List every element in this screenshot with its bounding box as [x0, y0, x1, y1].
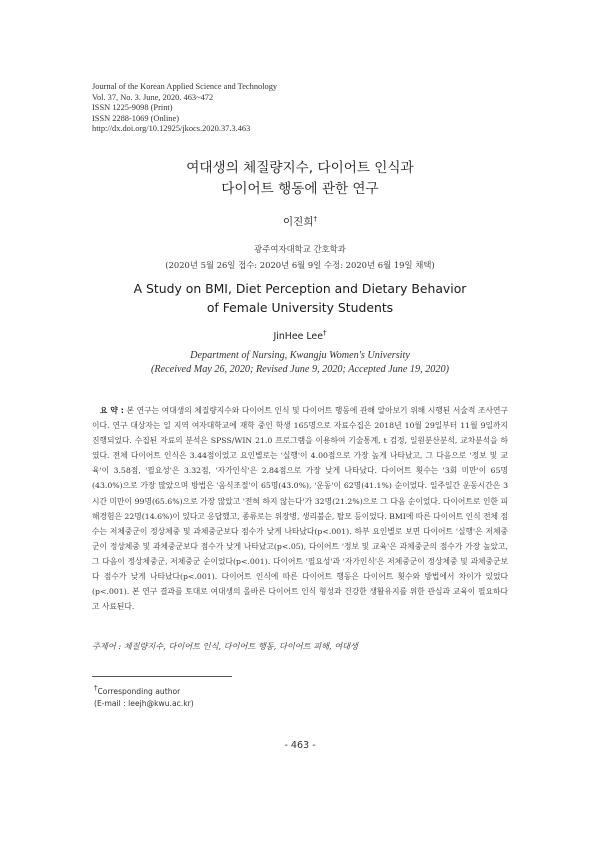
affiliation-english-dept: Department of Nursing, Kwangju Women's University — [190, 350, 410, 361]
page-number: - 463 - — [284, 740, 316, 751]
corresponding-mark-en: † — [322, 329, 327, 337]
title-english-line1: A Study on BMI, Diet Perception and Dietary Behavior — [133, 281, 467, 296]
abstract-label: 요 약 : — [100, 406, 124, 415]
author-korean — [0, 214, 600, 229]
affiliation-korean — [0, 241, 600, 273]
journal-volume: Vol. 37, No. 3. June, 2020. 463~472 — [92, 92, 214, 102]
title-korean — [0, 158, 600, 200]
footnote-email[interactable]: (E-mail : leejh@kwu.ac.kr) — [94, 699, 194, 708]
title-korean-line1: 여대생의 체질량지수, 다이어트 인식과 — [186, 160, 414, 176]
issn-online: ISSN 2288-1069 (Online) — [92, 113, 180, 123]
journal-info — [92, 82, 277, 135]
abstract — [92, 403, 508, 614]
title-english-line2: of Female University Students — [206, 300, 394, 315]
keywords: 주제어 : 체질량지수, 다이어트 인식, 다이어트 행동, 다이어트 피해, 여대생 — [92, 641, 358, 651]
author-english — [0, 329, 600, 342]
doi-link[interactable]: http://dx.doi.org/10.12925/jkocs.2020.37.3.463 — [92, 124, 251, 134]
affiliation-english-dates: (Received May 26, 2020; Revised June 9, 2020; Accepted June 19, 2020) — [151, 364, 449, 375]
corresponding-mark: † — [313, 215, 317, 223]
issn-print: ISSN 1225-9098 (Print) — [92, 103, 173, 113]
abstract-text: 본 연구는 여대생의 체질량지수와 다이어트 인식 및 다이어트 행동에 관해 알아보기 위해 시행된 서술적 조사연구이다. 연구 대상자는 일 지역 여자대학교에 재학 중인 학생 165명으로 자료수집은 2018년 10월 29일부터 11월 9일까지 진행되었다. 수집된 자료의 분석은 SPSS/WIN 21.0 프로그램을 이용하여 기술통계, t 검정, 일원분산분석, 교차분석을 하였다. 전체 다이어트 인식은 3.44점이었고 요인별로는 '실행'이 4.00점으로 가장 높게 나타났고, 그 다음으로 '정보 및 교육'이 3.58점, '필요성'은 3.32점, '자가인식'은 2.84점으로 가장 낮게 나타났다. 다이어트 횟수는 '3회 미만'이 65명(43.0%)으로 가장 많았으며 방법은 '음식조절'이 65명(43.0%), '운동'이 62명(41.1%) 순이었다. 일주일간 운동시간은 3시간 미만이 99명(65.6%)으로 가장 많았고 '전혀 하지 않는다'가 32명(21.2%)으로 그 다음 순이었다. 다이어트로 인한 피해경험은 22명(14.6%)이 있다고 응답했고, 종류로는 위장병, 생리불순, 탈모 등이었다. BMI에 따른 다이어트 인식 전체 점수는 저체중군이 정상체중 및 과체중군보다 점수가 낮게 나타났다(p<.001). 하부 요인별로 보면 다이어트 '실행'은 저체중군이 정상체중 및 과체중군보다 점수가 낮게 나타났고(p<.05), 다이어트 '정보 및 교육'은 과체중군의 점수가 가장 높았고, 그 다음이 정상체중군, 저체중군 순이었다(p<.001). 다이어트 '필요성'과 '자가인식'은 저체중군이 정상체중 및 과체중군보다 점수가 낮게 나타났다(p<.001). 다이어트 인식에 따른 다이어트 행동은 다이어트 횟수와 방법에서 차이가 있었다(p<.001). 본 연구 결과를 토대로 여대생의 올바른 다이어트 인식 형성과 건강한 생활유지를 위한 관심과 교육이 필요하다고 사료된다. — [92, 406, 508, 612]
affiliation-english — [0, 349, 600, 377]
author-korean-name: 이진희 — [283, 216, 314, 228]
title-korean-line2: 다이어트 행동에 관한 연구 — [221, 181, 379, 197]
footnote-label: Corresponding author — [97, 687, 181, 696]
title-english — [0, 279, 600, 317]
footnote-divider — [92, 676, 232, 677]
footnote-mark: † — [94, 684, 98, 692]
footnote — [94, 682, 194, 710]
author-english-name: JinHee Lee — [273, 331, 323, 342]
journal-name: Journal of the Korean Applied Science and Technology — [92, 82, 278, 91]
affiliation-korean-dept: 광주여자대학교 간호학과 — [254, 244, 346, 254]
affiliation-korean-dates: (2020년 5월 26일 접수: 2020년 6월 9일 수정: 2020년 6월 19일 채택) — [165, 260, 435, 270]
